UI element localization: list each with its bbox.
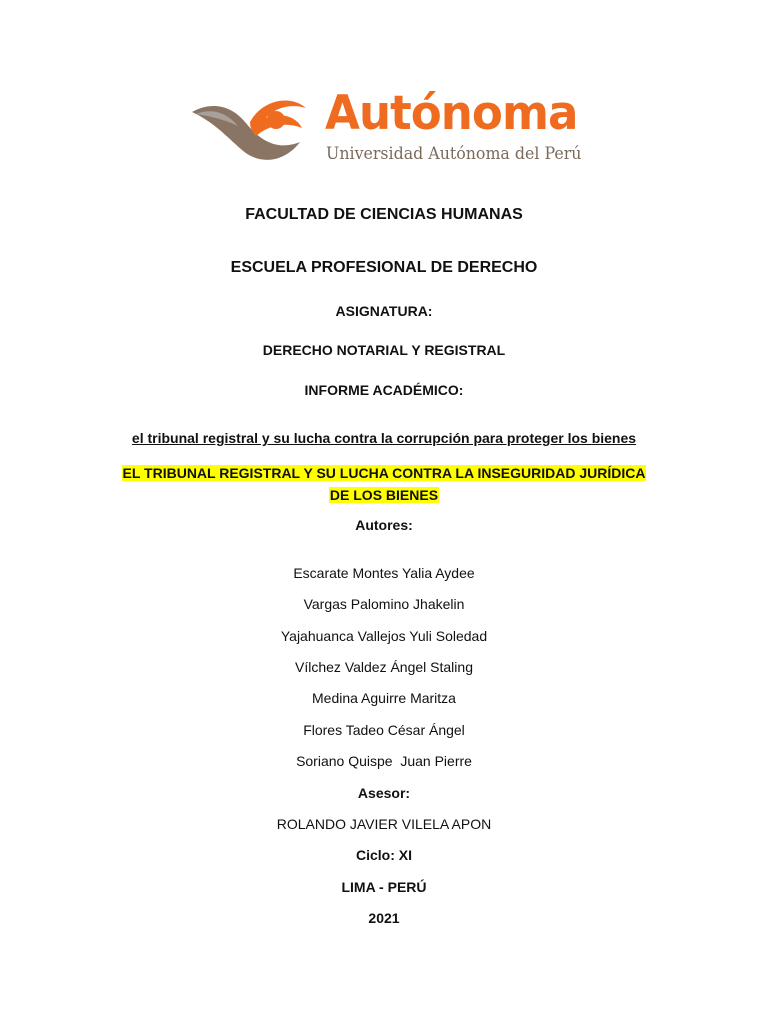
subject-label: ASIGNATURA: (335, 303, 433, 319)
author-name: Vargas Palomino Jhakelin (303, 596, 465, 612)
author-name: Vílchez Valdez Ángel Staling (295, 659, 473, 675)
report-label: INFORME ACADÉMICO: (304, 382, 464, 398)
report-title (60, 462, 708, 506)
school-title: ESCUELA PROFESIONAL DE DERECHO (230, 259, 538, 276)
report-title-line-2: DE LOS BIENES (329, 487, 439, 503)
advisor-name: ROLANDO JAVIER VILELA APON (276, 816, 492, 832)
year-label: 2021 (368, 910, 400, 926)
logo-wordmark: Autónoma (325, 86, 578, 141)
author-name: Escarate Montes Yalia Aydee (293, 565, 475, 581)
autonoma-swirl-icon (190, 92, 310, 166)
city-label: LIMA - PERÚ (341, 879, 427, 895)
author-name: Flores Tadeo César Ángel (303, 722, 465, 738)
author-name: Soriano Quispe Juan Pierre (296, 753, 472, 769)
university-logo (190, 88, 580, 172)
advisor-label: Asesor: (357, 785, 411, 801)
author-name: Medina Aguirre Maritza (312, 690, 456, 706)
cycle-label: Ciclo: XI (355, 847, 412, 863)
subject-name: DERECHO NOTARIAL Y REGISTRAL (262, 342, 506, 358)
authors-label: Autores: (355, 517, 413, 533)
faculty-title: FACULTAD DE CIENCIAS HUMANAS (245, 206, 523, 223)
author-name: Yajahuanca Vallejos Yuli Soledad (280, 628, 488, 644)
report-subtitle: el tribunal registral y su lucha contra la corrupción para proteger los bienes (131, 430, 637, 446)
logo-tagline: Universidad Autónoma del Perú (326, 144, 582, 164)
report-title-line-1: EL TRIBUNAL REGISTRAL Y SU LUCHA CONTRA LA INSEGURIDAD JURÍDICA (122, 465, 646, 481)
